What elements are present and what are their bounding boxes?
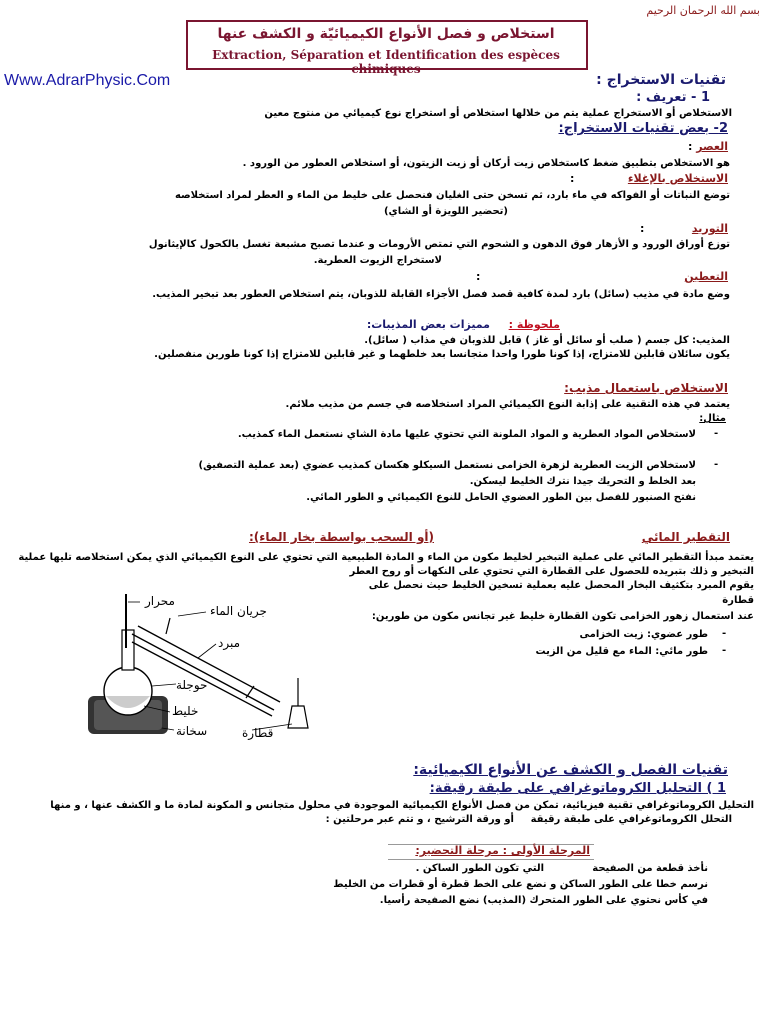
enfleurage-title: التوريد [691,222,728,235]
condenser-outer-top [138,626,280,702]
phase-organic: طور عضوي: زيت الخزامى [579,629,708,640]
note-line-2: يكون سائلان قابلين للامتزاج، إذا كونا طورا واحدا متجانسا بعد خلطهما و غير قابلين للامتزاج إذا كونا طورين منفصلين. [154,349,730,360]
chromatography-para-2: التحلل الكروماتوغرافي على طبقة رقيقة [530,814,732,825]
phase1-line-2: نرسم خطا على الطور الساكن و نضع على الخط قطرة أو قطرات من الخليط [333,879,708,890]
maceration-colon: : [476,270,481,283]
example-4: نفتح الصنبور للفصل بين الطور العضوي الحامل للنوع الكيميائي و الطور المائي. [306,492,696,503]
label-condenser: مبرد [218,636,241,650]
distill-title-note: (أو السحب بواسطة بخار الماء): [248,530,434,544]
boiling-text-1: توضع النباتات أو الفواكه في ماء بارد، ثم تسخن حتى الغليان فنحصل على خليط من الماء و العطر لمراد استخلاصه [174,190,730,201]
phase-aqueous: طور مائي: الماء مع قليل من الزيت [535,646,708,657]
label-mixture: خليط [172,704,199,718]
techniques-heading: 2- بعض تقنيات الاستخراج: [558,121,728,136]
dash: - [722,645,727,656]
definition-heading: 1 - تعريف : [636,90,710,105]
distill-para-4: قطارة [722,595,754,606]
note-title: مميزات بعض المذيبات: [366,318,490,331]
enfleurage-text-1: توزع أوراق الورود و الأزهار فوق الدهون و الشحوم التي تمتص الأرومات و عندما تصبح مشبعة تغسل بالكحول كالإيثانول [148,239,730,250]
label-flask: حوجلة [176,678,208,692]
water-outlet [166,618,170,634]
boiling-colon: : [570,172,575,185]
chromatography-para-3: أو ورقة الترشيح ، و تتم عبر مرحلتين : [325,814,514,825]
leader-condenser [198,644,216,658]
receiving-flask [288,706,308,728]
dash: - [714,428,719,439]
note-label: ملحوظة : [508,318,560,331]
note-line-1: المذيب: كل جسم ( صلب أو سائل أو غاز ) قابل للذوبان في مذاب ( سائل). [364,335,730,346]
dash: - [714,459,719,470]
phase1-line-3: في كأس نحتوي على الطور المتحرك (المذيب) نضع الصفيحة رأسيا. [379,895,708,906]
label-water-flow: جريان الماء [210,604,267,618]
distill-title: التقطير المائي [641,530,730,544]
label-distillate: قطارة [242,726,274,740]
phase1-line-1b: التي تكون الطور الساكن . [415,863,544,874]
example-1: لاستخلاص المواد العطرية و المواد الملونة التي تحتوي عليها مادة الشاي نستعمل الماء كمذيب. [237,429,696,440]
distill-para-2: التبخير و ذلك بتبريده للحصول على القطارة التي تحتوي على النكهات أو روح العطر [349,566,754,577]
maceration-title: التعطين [684,270,728,283]
water-inlet [246,686,254,698]
example-3: بعد الخلط و التحريك جيدا نترك الخليط ليسكن. [469,476,696,487]
section1-heading: تقنيات الاستخراج : [596,72,726,88]
label-heater: سخانة [176,724,208,738]
enfleurage-colon: : [640,222,645,235]
bismillah: بسم الله الرحمان الرحيم [646,4,760,17]
section2-heading: تقنيات الفصل و الكشف عن الأنواع الكيميائية: [413,762,728,778]
definition-text: الاستخلاص أو الاستخراج عملية يتم من خلالها استخلاص أو استخراج نوع كيميائي من منتوج معين [264,108,732,119]
distill-para-1: يعتمد مبدأ التقطير المائي على عملية التبخير لخليط مكون من الماء و المادة الطبيعية التي تحتوي على النوع الكيميائي الذي يمكن استخلاصه تليها عملية [18,552,754,563]
boiling-text-2: (تحضير اللويزة أو الشاي) [383,206,508,217]
title-arabic: استخلاص و فصل الأنواع الكيميائيّة و الكشف عنها [217,26,555,42]
pressing-text: هو الاستخلاص بتطبيق ضغط كاستخلاص زيت أركان أو زيت الزيتون، أو استخلاص العطور من الورود . [242,158,730,169]
flask-neck [122,630,134,670]
distill-para-3: يقوم المبرد بتكثيف البخار المحصل عليه بعملية تسخين الخليط حيث نحصل على [368,580,754,591]
enfleurage-text-2: لاستخراج الزيوت العطرية. [313,255,442,266]
solvent-intro: يعتمد في هذه التقنية على إذابة النوع الكيميائي المراد استخلاصه في جسم من مذيب ملائم. [285,399,730,410]
phase1-line-1a: نأخذ قطعة من الصفيحة [592,863,708,874]
title-french: Extraction, Séparation et Identification des espèces chimiques [212,48,560,76]
leader-flask [152,684,176,686]
example-2: لاستخلاص الزيت العطرية لزهرة الخزامى نستعمل السيكلو هكسان كمذيب عضوي (بعد عملية التصفيق) [198,460,696,471]
boiling-title: الاستخلاص بالإغلاء [627,172,728,185]
chromatography-heading: 1 ) التحليل الكروماتوغرافي على طبقة رقيقة: [429,781,726,796]
solvent-title: الاستخلاص باستعمال مذيب: [564,381,728,395]
example-label: مثال: [699,413,726,424]
dash: - [722,628,727,639]
label-thermometer: محرار [145,594,175,608]
pressing-colon: : [688,140,693,153]
phase1-title: المرحلة الأولى : مرحلة التحضير: [415,844,590,857]
pressing-title: العصر [696,140,728,153]
chromatography-para-1: التحليل الكروماتوغرافي تقنية فيزيائية، تمكن من فصل الأنواع الكيميائية الموجودة في محلول متجانس و المكونة لمادة ما و الكشف عنها ، و منها [50,800,754,811]
website-link[interactable]: Www.AdrarPhysic.Com [4,72,171,89]
leader-water-flow [178,612,206,616]
distill-para-5: عند استعمال زهور الخزامى تكون القطارة خليط غير تجانس مكون من طورين: [371,611,754,622]
maceration-text: وضع مادة في مذيب (سائل) بارد لمدة كافية قصد فصل الأجزاء القابلة للذوبان، يتم استخلاص العطور بعد تبخير المذيب. [152,289,730,300]
